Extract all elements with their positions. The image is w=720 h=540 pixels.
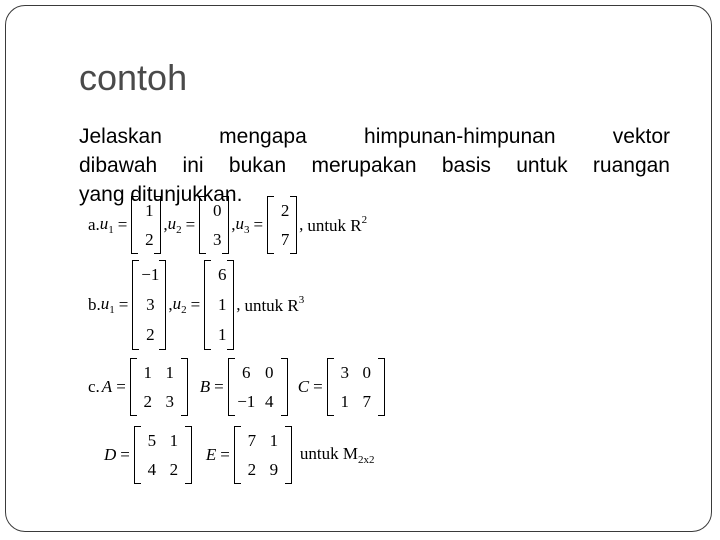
problem-b (88, 260, 304, 350)
matrix-cell: 1 (165, 362, 175, 382)
matrix-cell: 1 (143, 362, 153, 382)
matrix-cell: 7 (362, 391, 371, 411)
matrix-cell: 1 (217, 295, 227, 314)
matrix-cell: 2 (145, 229, 154, 249)
equals-sign: = (120, 445, 130, 464)
matrix-cell: −1 (237, 391, 256, 411)
matrix-cell: 7 (280, 229, 290, 249)
comma: , (299, 215, 304, 234)
slide-title: contoh (79, 57, 188, 98)
matrix-cell: 4 (147, 459, 157, 479)
matrix-d (134, 426, 192, 484)
matrix-cell: 0 (265, 362, 274, 382)
matrix-cell: 2 (146, 325, 155, 344)
equals-sign: = (116, 377, 126, 396)
body-line-2: dibawah ini bukan merupakan basis untuk ruangan (79, 154, 670, 177)
equals-sign: = (185, 215, 196, 234)
equals-sign: = (220, 445, 230, 464)
matrix-cell: 3 (212, 229, 222, 249)
vector-name: $u_2$ (167, 214, 182, 236)
vector-u2-a (199, 196, 229, 254)
problem-c-label: c. (88, 377, 100, 396)
matrix-cell: 0 (212, 200, 222, 220)
space-label-a: untuk $R^2$ (307, 214, 368, 235)
matrix-cell: 6 (242, 362, 251, 382)
matrix-cell: 1 (169, 430, 179, 450)
equals-sign: = (214, 377, 224, 396)
equals-sign: = (190, 295, 201, 314)
equals-sign: = (253, 215, 264, 234)
problem-a (88, 196, 367, 254)
matrix-cell: 2 (247, 459, 257, 479)
matrix-c (327, 358, 385, 416)
matrix-cell: 4 (265, 391, 274, 411)
space-label-b: untuk $R^3$ (244, 294, 305, 315)
problem-a-label: a. (88, 215, 100, 234)
matrix-e (234, 426, 292, 484)
matrix-cell: 1 (217, 325, 227, 344)
vector-u2-b (204, 260, 234, 350)
matrix-cell: 2 (143, 391, 153, 411)
matrix-b (228, 358, 288, 416)
body-line-3: yang ditunjukkan. (79, 183, 243, 206)
problem-c-row-2 (104, 426, 374, 484)
matrix-cell: 9 (269, 459, 279, 479)
matrix-cell: 3 (340, 362, 349, 382)
matrix-a (130, 358, 188, 416)
vector-name: $u_1$ (100, 294, 115, 316)
comma: , (236, 295, 241, 314)
space-label-c: untuk $M_{2x2}$ (299, 444, 375, 466)
matrix-cell: 1 (269, 430, 279, 450)
matrix-cell: 6 (217, 265, 227, 284)
equals-sign: = (313, 377, 323, 396)
matrix-cell: 0 (362, 362, 371, 382)
matrix-cell: 1 (145, 200, 154, 220)
comma: , (168, 295, 173, 314)
vector-u1-b (132, 260, 166, 350)
matrix-cell: 1 (340, 391, 349, 411)
problem-c-row-1 (88, 358, 385, 416)
body-line-1: Jelaskan mengapa himpunan-himpunan vektor (79, 125, 670, 148)
problem-b-label: b. (88, 295, 101, 314)
equals-sign: = (117, 215, 128, 234)
comma: , (231, 215, 236, 234)
vector-name: $u_1$ (99, 214, 114, 236)
matrix-cell: 2 (169, 459, 179, 479)
comma: , (163, 215, 168, 234)
matrix-cell: 5 (147, 430, 157, 450)
vector-u1-a (131, 196, 161, 254)
matrix-cell: 7 (247, 430, 257, 450)
matrix-cell: 3 (165, 391, 175, 411)
matrix-name: C (297, 377, 310, 396)
matrix-name: B (199, 377, 211, 396)
vector-name: $u_2$ (172, 294, 187, 316)
matrix-name: E (205, 445, 217, 464)
vector-u3-a (267, 196, 297, 254)
matrix-name: D (104, 445, 117, 464)
matrix-cell: −1 (141, 265, 160, 284)
matrix-cell: 3 (146, 295, 155, 314)
vector-name: $u_3$ (235, 214, 250, 236)
equals-sign: = (118, 295, 129, 314)
matrix-name: A (101, 377, 113, 396)
matrix-cell: 2 (280, 200, 290, 220)
